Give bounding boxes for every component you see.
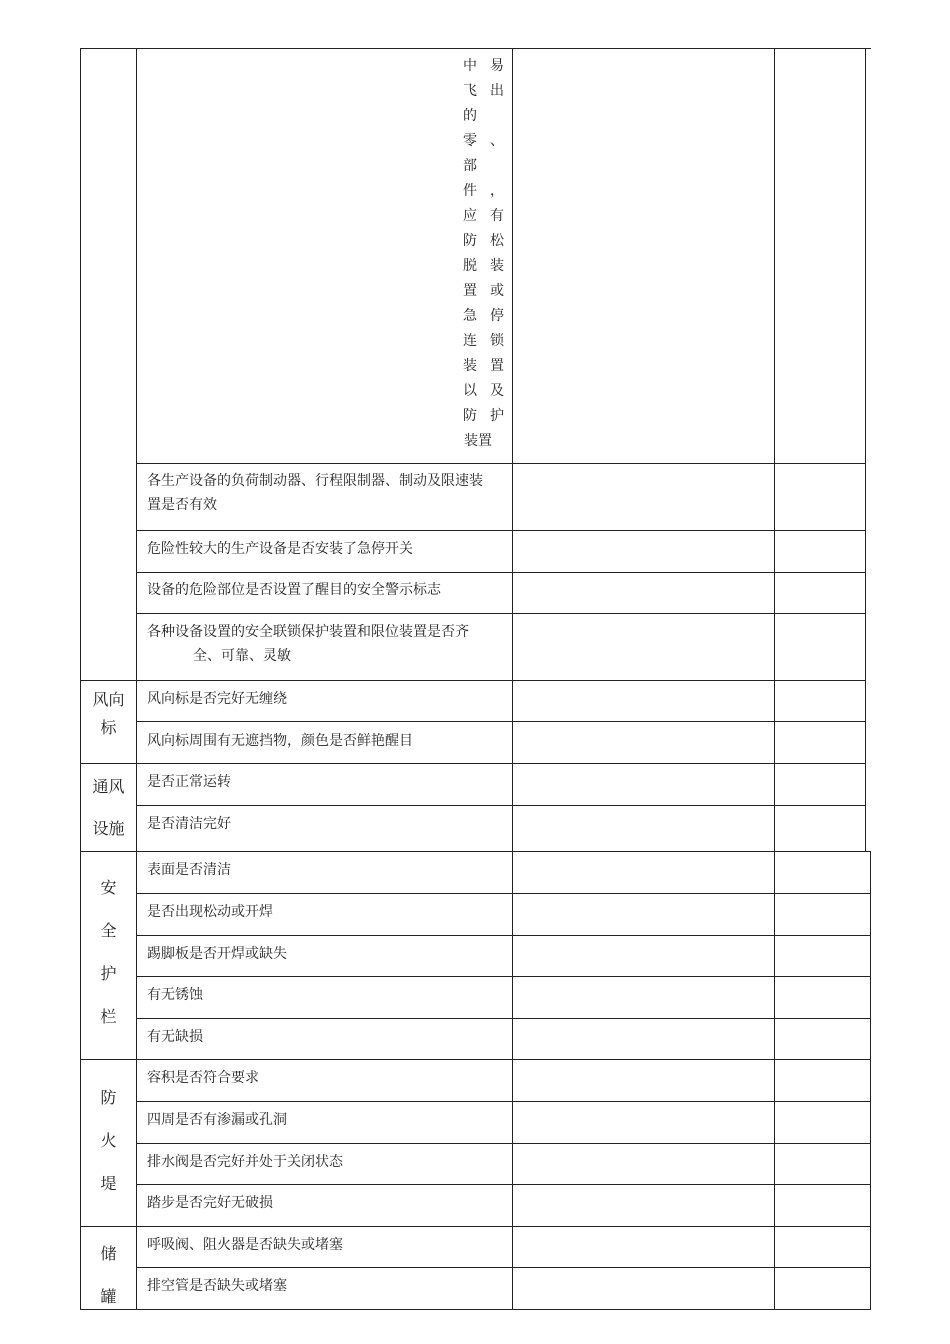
check-item-line: 全、可靠、灵敏 xyxy=(193,648,291,664)
vertical-char: 置 xyxy=(490,358,504,374)
vertical-char: 锁 xyxy=(490,333,504,349)
check-item: 是否正常运转 xyxy=(147,774,231,790)
vertical-char: 中 xyxy=(463,58,477,74)
vertical-column-right xyxy=(489,54,505,429)
category-label-char: 火 xyxy=(100,1131,117,1150)
vertical-char: 有 xyxy=(490,208,504,224)
vertical-char: 急 xyxy=(463,308,477,324)
vertical-char: 防 xyxy=(463,408,477,424)
category-label-line: 设施 xyxy=(92,819,125,838)
check-item: 风向标是否完好无缠绕 xyxy=(147,691,287,707)
vertical-char: 的 xyxy=(463,108,477,124)
vertical-char: 脱 xyxy=(463,258,477,274)
vertical-char: 及 xyxy=(490,383,504,399)
category-firewall xyxy=(81,1076,136,1205)
category-label-line: 标 xyxy=(100,718,117,737)
vertical-char: 、 xyxy=(490,133,504,149)
vertical-char: 零 xyxy=(463,133,477,149)
check-item: 排空管是否缺失或堵塞 xyxy=(147,1278,287,1294)
check-item: 风向标周围有无遮挡物，颜色是否鲜艳醒目 xyxy=(147,733,413,749)
vertical-char: 护 xyxy=(490,408,504,424)
vertical-char: 置 xyxy=(463,283,477,299)
check-item-emergency-stop: 危险性较大的生产设备是否安装了急停开关 xyxy=(147,541,413,557)
category-wind-vane xyxy=(81,686,136,742)
check-item: 是否出现松动或开焊 xyxy=(147,904,273,920)
vertical-char: 件 xyxy=(463,183,477,199)
vertical-char: ， xyxy=(490,183,504,199)
category-label-char: 安 xyxy=(100,878,117,897)
category-label-char: 堤 xyxy=(100,1174,117,1193)
check-item-interlock xyxy=(147,620,507,668)
category-label-char: 罐 xyxy=(100,1287,117,1306)
category-tank xyxy=(81,1232,136,1318)
vertical-char: 装 xyxy=(490,258,504,274)
check-item-line: 置是否有效 xyxy=(147,497,217,513)
check-item: 表面是否清洁 xyxy=(147,862,231,878)
category-label-char: 储 xyxy=(100,1244,117,1263)
category-label-line: 通风 xyxy=(92,777,125,796)
category-label-char: 栏 xyxy=(100,1007,117,1026)
vertical-char: 飞 xyxy=(463,83,477,99)
check-item: 踢脚板是否开焊或缺失 xyxy=(147,946,287,962)
category-label-char: 防 xyxy=(100,1088,117,1107)
category-label-line: 风向 xyxy=(92,690,125,709)
vertical-char: 停 xyxy=(490,308,504,324)
vertical-char xyxy=(489,104,505,129)
vertical-char: 或 xyxy=(490,283,504,299)
vertical-char: 防 xyxy=(463,233,477,249)
check-item: 是否清洁完好 xyxy=(147,816,231,832)
check-item: 踏步是否完好无破损 xyxy=(147,1195,273,1211)
vertical-char: 松 xyxy=(490,233,504,249)
check-item-brake xyxy=(147,469,507,517)
check-item: 呼吸阀、阻火器是否缺失或堵塞 xyxy=(147,1237,343,1253)
category-guardrail xyxy=(81,866,136,1038)
vertical-column-left xyxy=(462,54,492,454)
vertical-char: 出 xyxy=(490,83,504,99)
vertical-char: 部 xyxy=(463,158,477,174)
check-item: 有无锈蚀 xyxy=(147,987,203,1003)
check-item: 有无缺损 xyxy=(147,1029,203,1045)
vertical-char: 连 xyxy=(463,333,477,349)
vertical-char: 以 xyxy=(463,383,477,399)
check-item-line: 各生产设备的负荷制动器、行程限制器、制动及限速装 xyxy=(147,473,483,489)
check-item-line: 各种设备设置的安全联锁保护装置和限位装置是否齐 xyxy=(147,624,469,640)
check-item: 容积是否符合要求 xyxy=(147,1070,259,1086)
check-item-warning-sign: 设备的危险部位是否设置了醒目的安全警示标志 xyxy=(147,582,441,598)
category-ventilation xyxy=(81,766,136,850)
category-label-char: 护 xyxy=(100,964,117,983)
vertical-char: 易 xyxy=(490,58,504,74)
vertical-char: 装置 xyxy=(464,433,492,449)
check-item: 排水阀是否完好并处于关闭状态 xyxy=(147,1154,343,1170)
check-item: 四周是否有渗漏或孔洞 xyxy=(147,1112,287,1128)
category-label-char: 全 xyxy=(100,921,117,940)
vertical-char: 应 xyxy=(463,208,477,224)
vertical-char xyxy=(489,154,505,179)
vertical-char: 装 xyxy=(463,358,477,374)
